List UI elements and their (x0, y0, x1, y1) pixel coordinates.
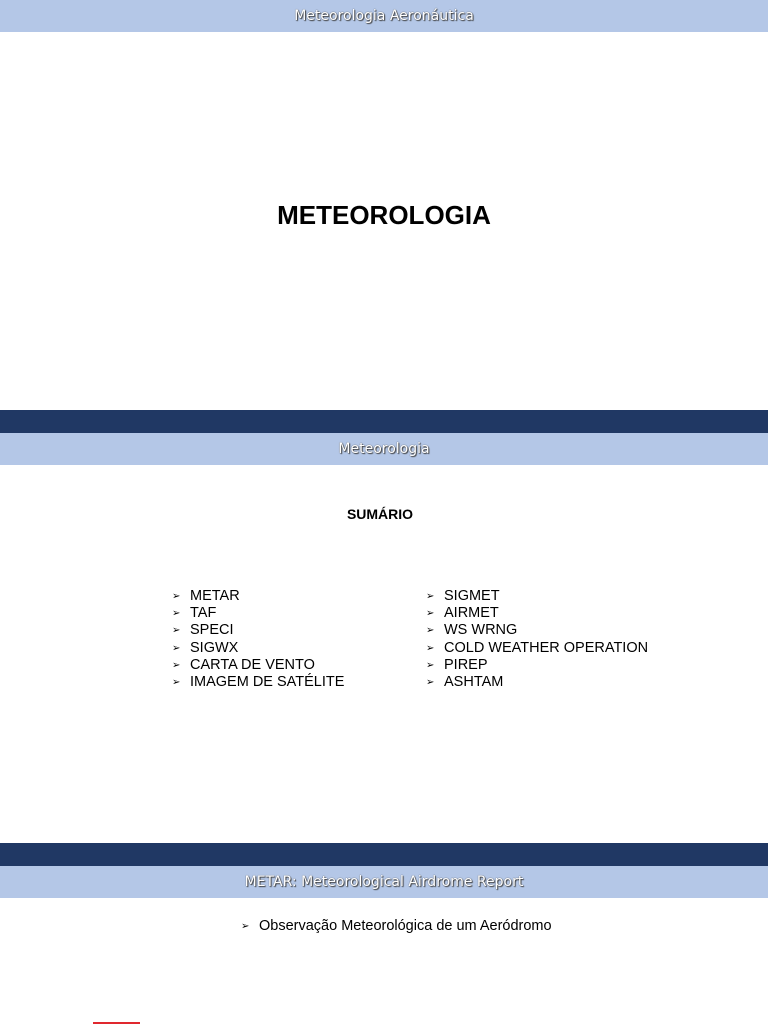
list-item (426, 622, 648, 639)
arrow-bullet-icon: ➢ (426, 625, 435, 637)
list-item-label: CARTA DE VENTO (190, 656, 315, 673)
slide-summary (0, 433, 768, 866)
arrow-bullet-icon: ➢ (172, 608, 181, 620)
list-item (172, 605, 344, 622)
summary-list-left (172, 588, 344, 691)
arrow-bullet-icon: ➢ (172, 659, 181, 671)
list-item-label: AIRMET (444, 605, 499, 622)
list-item-label: SPECI (190, 622, 234, 639)
list-item-label: ASHTAM (444, 674, 504, 691)
arrow-bullet-icon: ➢ (172, 642, 181, 654)
arrow-bullet-icon: ➢ (426, 659, 435, 671)
list-item (172, 674, 344, 691)
list-item-label: IMAGEM DE SATÉLITE (190, 674, 345, 691)
list-item (426, 605, 648, 622)
slide-title (0, 0, 768, 433)
arrow-bullet-icon: ➢ (241, 920, 250, 932)
list-item (426, 640, 648, 657)
slide-header (0, 0, 768, 32)
list-item-label: PIREP (444, 656, 488, 673)
arrow-bullet-icon: ➢ (172, 677, 181, 689)
list-item-label: METAR (190, 588, 240, 604)
list-item-label: SIGMET (444, 588, 500, 604)
list-item (172, 640, 344, 657)
slide-header-text: Meteorologia Aeronáutica (294, 8, 474, 24)
list-item-label: Observação Meteorológica de um Aeródromo (259, 918, 552, 934)
page-title: METEOROLOGIA (277, 200, 491, 230)
slide-footer-band (0, 843, 768, 866)
slide-header (0, 866, 768, 898)
slide-header-text: METAR: Meteorological Airdrome Report (244, 874, 524, 890)
list-item (172, 657, 344, 674)
list-item-label: WS WRNG (444, 622, 518, 639)
list-item-label: TAF (190, 605, 217, 622)
list-item-label: COLD WEATHER OPERATION (444, 639, 649, 656)
arrow-bullet-icon: ➢ (172, 625, 181, 637)
summary-list-right (426, 588, 648, 691)
slide-header-text: Meteorologia (338, 441, 430, 457)
list-item (426, 674, 648, 691)
arrow-bullet-icon: ➢ (426, 608, 435, 620)
list-item (426, 657, 648, 674)
summary-title: SUMÁRIO (346, 506, 414, 522)
arrow-bullet-icon: ➢ (426, 642, 435, 654)
list-item (241, 918, 552, 934)
arrow-bullet-icon: ➢ (426, 591, 435, 602)
arrow-bullet-icon: ➢ (426, 677, 435, 689)
list-item (172, 622, 344, 639)
arrow-bullet-icon: ➢ (172, 591, 181, 602)
slide-header (0, 433, 768, 465)
slide-metar (0, 866, 768, 1024)
slide-footer-band (0, 410, 768, 433)
list-item-label: SIGWX (190, 639, 239, 656)
list-item (426, 588, 648, 605)
list-item (172, 588, 344, 605)
